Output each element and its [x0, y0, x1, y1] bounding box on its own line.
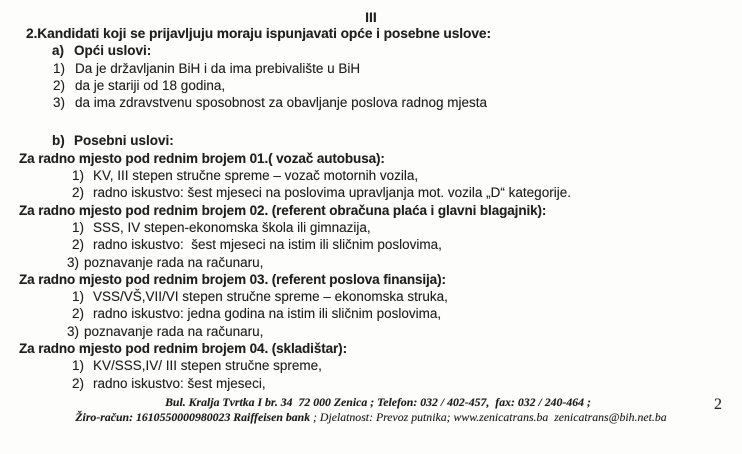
position-item: [72, 219, 742, 236]
position-item: [72, 236, 742, 253]
general-condition-item: [53, 94, 742, 111]
position-heading-03: Za radno mjesto pod rednim brojem 03. (referent poslova finansija):: [19, 271, 446, 287]
item-text: radno iskustvo: šest mjeseci na istim ili sličnim poslovima,: [93, 237, 442, 253]
position-item: [72, 184, 742, 201]
blank-line-spacer: [0, 111, 742, 132]
item-number: 1): [72, 219, 85, 235]
general-condition-item: [53, 60, 742, 77]
item-text: Da je državljanin BiH i da ima prebivalište u BiH: [75, 60, 361, 76]
special-conditions-label: [52, 132, 742, 149]
item-number: 2): [72, 237, 85, 253]
label-text: Opći uslovi:: [74, 43, 152, 59]
main-heading: 2.Kandidati koji se prijavljuju moraju ispunjavati opće i posebne uslove:: [26, 26, 491, 41]
position-heading-01: Za radno mjesto pod rednim brojem 01.( vozač autobusa):: [19, 150, 385, 166]
item-number: 3): [67, 323, 80, 339]
footer-account-bold: Žiro-račun: 1610550000980023 Raiffeisen bank: [75, 409, 311, 424]
item-text: radno iskustvo: šest mjeseci,: [93, 375, 266, 391]
position-item: [72, 375, 742, 392]
position-item: [67, 254, 742, 271]
page-number: 2: [714, 396, 722, 413]
label-text: Posebni uslovi:: [74, 133, 174, 149]
item-text: VSS/VŠ,VII/VI stepen stručne spreme – ekonomska struka,: [93, 289, 448, 305]
item-text: radno iskustvo: šest mjeseci na poslovima upravljanja mot. vozila „D“ kategorije.: [93, 185, 571, 201]
label-letter: a): [52, 43, 65, 59]
item-number: 3): [53, 95, 66, 111]
footer-account-rest: ; Djelatnost: Prevoz putnika; www.zenicatrans.ba zenicatrans@bih.net.ba: [310, 409, 667, 424]
item-number: 1): [72, 289, 85, 305]
item-number: 1): [53, 60, 66, 76]
item-number: 2): [72, 306, 85, 322]
item-text: da ima zdravstvenu sposobnost za obavljanje poslova radnog mjesta: [75, 95, 487, 111]
item-number: 1): [72, 358, 85, 374]
footer-account-line: [0, 410, 742, 425]
position-heading-04: Za radno mjesto pod rednim brojem 04. (skladištar):: [19, 341, 347, 357]
position-item: [72, 288, 742, 305]
item-text: da je stariji od 18 godina,: [75, 77, 226, 93]
section-marker: III: [365, 9, 377, 25]
general-condition-item: [53, 77, 742, 94]
item-number: 2): [72, 375, 85, 391]
document-footer: [0, 395, 742, 425]
item-text: SSS, IV stepen-ekonomska škola ili gimnazija,: [93, 219, 371, 235]
item-text: poznavanje rada na računaru,: [84, 254, 264, 270]
general-conditions-label: [52, 42, 742, 59]
position-heading-02: Za radno mjesto pod rednim brojem 02. (referent obračuna plaća i glavni blagajnik):: [19, 202, 547, 218]
position-item: [72, 305, 742, 322]
position-item: [67, 323, 742, 340]
position-item: [72, 357, 742, 374]
item-number: 1): [72, 168, 85, 184]
item-text: KV, III stepen stručne spreme – vozač motornih vozila,: [93, 168, 419, 184]
label-letter: b): [52, 133, 65, 149]
item-text: KV/SSS,IV/ III stepen stručne spreme,: [93, 358, 322, 374]
item-number: 3): [67, 254, 80, 270]
footer-address-line: Bul. Kralja Tvrtka I br. 34 72 000 Zenica ; Telefon: 032 / 402-457, fax: 032 / 240-464 ;: [165, 394, 591, 409]
item-text: poznavanje rada na računaru,: [84, 323, 264, 339]
item-number: 2): [72, 185, 85, 201]
item-text: radno iskustvo: jedna godina na istim ili sličnim poslovima,: [93, 306, 442, 322]
item-number: 2): [53, 77, 66, 93]
position-item: [72, 167, 742, 184]
